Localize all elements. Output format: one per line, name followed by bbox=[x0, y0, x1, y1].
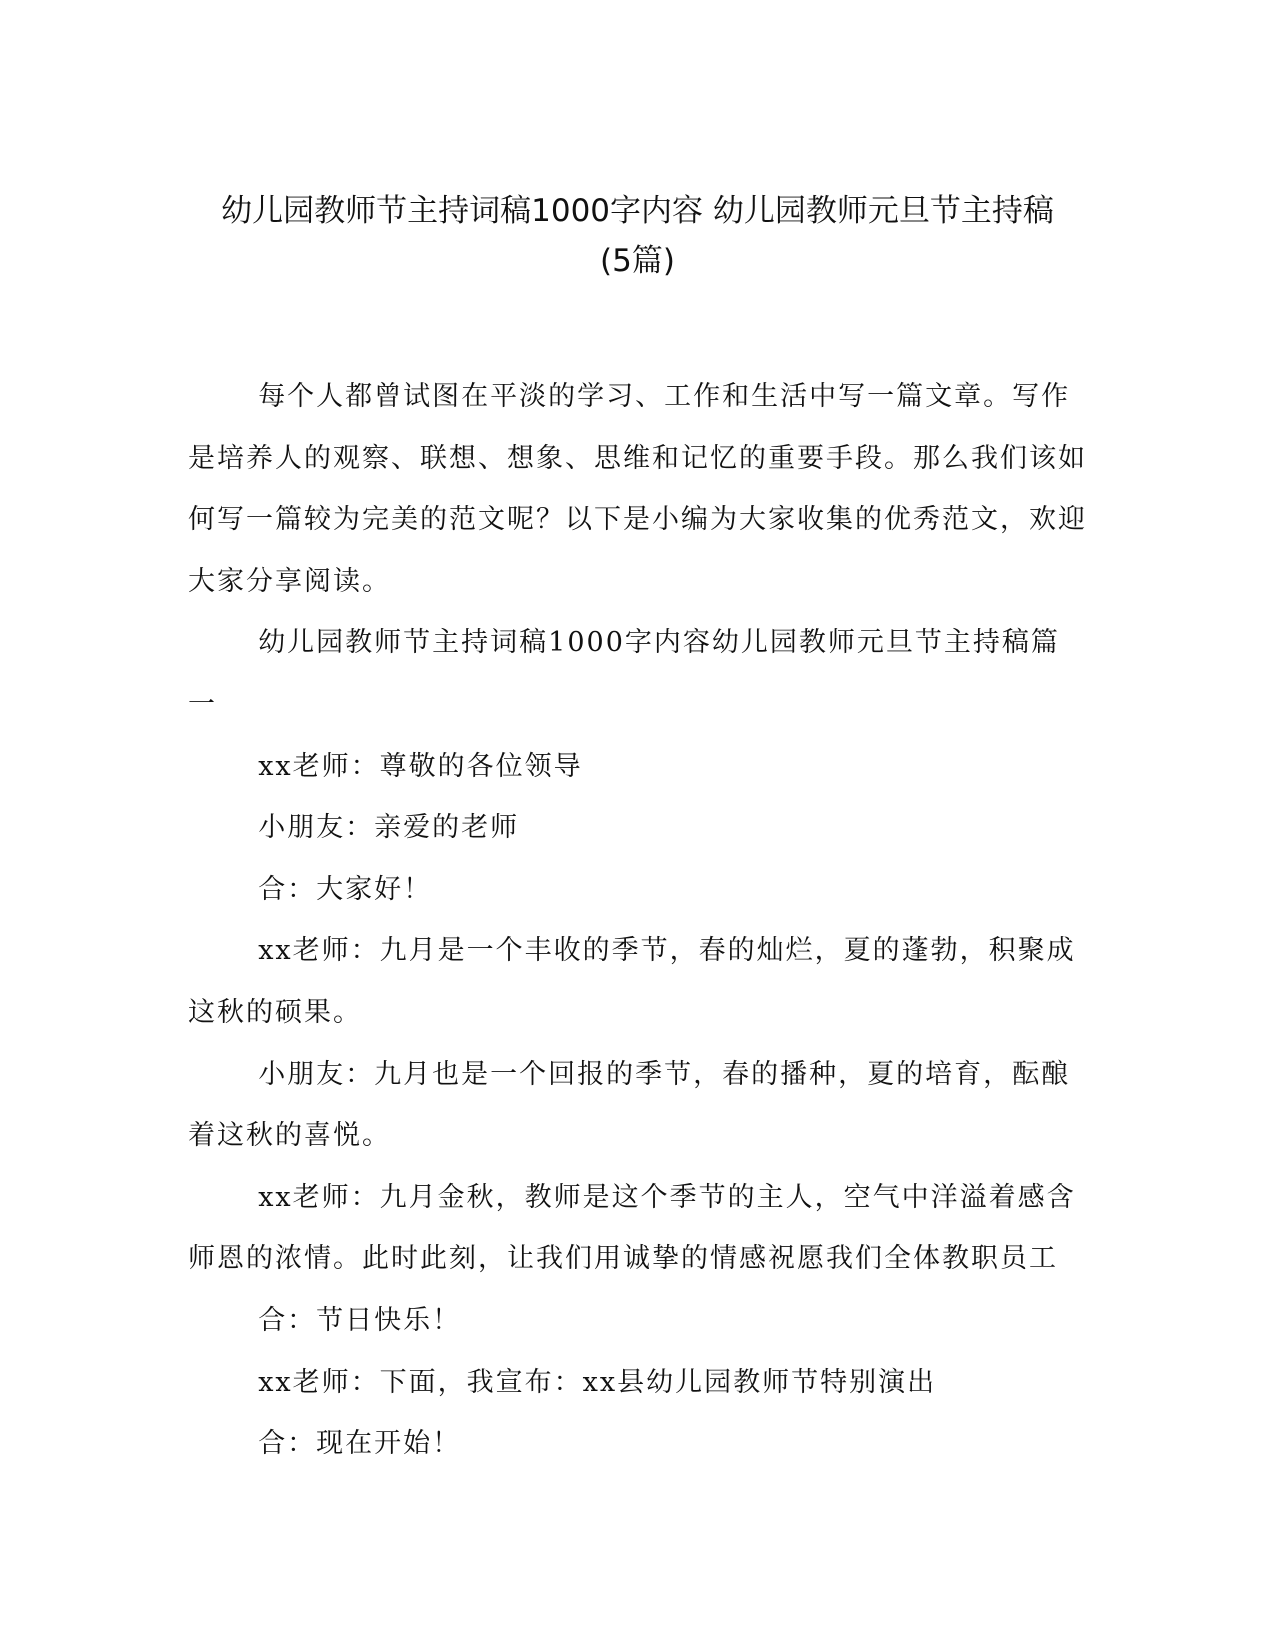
section-heading: 幼儿园教师节主持词稿1000字内容幼儿园教师元旦节主持稿篇一 bbox=[188, 627, 1060, 720]
title-line-2: (5篇) bbox=[600, 243, 675, 279]
document-body bbox=[188, 366, 1088, 1475]
title-line-1: 幼儿园教师节主持词稿1000字内容 幼儿园教师元旦节主持稿 bbox=[221, 193, 1054, 229]
intro-paragraph: 每个人都曾试图在平淡的学习、工作和生活中写一篇文章。写作是培养人的观察、联想、想象、思维和记忆的重要手段。那么我们该如何写一篇较为完美的范文呢？以下是小编为大家收集的优秀范文，欢迎大家分享阅读。 bbox=[188, 381, 1087, 597]
script-line: xx老师：九月是一个丰收的季节，春的灿烂，夏的蓬勃，积聚成这秋的硕果。 bbox=[188, 935, 1076, 1028]
document-title bbox=[150, 186, 1125, 286]
script-line: 合：现在开始！ bbox=[258, 1428, 462, 1460]
script-line: 合：大家好！ bbox=[258, 873, 433, 905]
script-line: 小朋友：亲爱的老师 bbox=[258, 812, 520, 844]
script-line: xx老师：九月金秋，教师是这个季节的主人，空气中洋溢着感含师恩的浓情。此时此刻，让我们用诚挚的情感祝愿我们全体教职员工 bbox=[188, 1181, 1076, 1275]
script-line: xx老师：尊敬的各位领导 bbox=[258, 750, 583, 782]
script-line: 合：节日快乐！ bbox=[258, 1304, 462, 1336]
script-line: 小朋友：九月也是一个回报的季节，春的播种，夏的培育，酝酿着这秋的喜悦。 bbox=[188, 1058, 1071, 1152]
script-line: xx老师：下面，我宣布：xx县幼儿园教师节特别演出 bbox=[258, 1366, 937, 1398]
